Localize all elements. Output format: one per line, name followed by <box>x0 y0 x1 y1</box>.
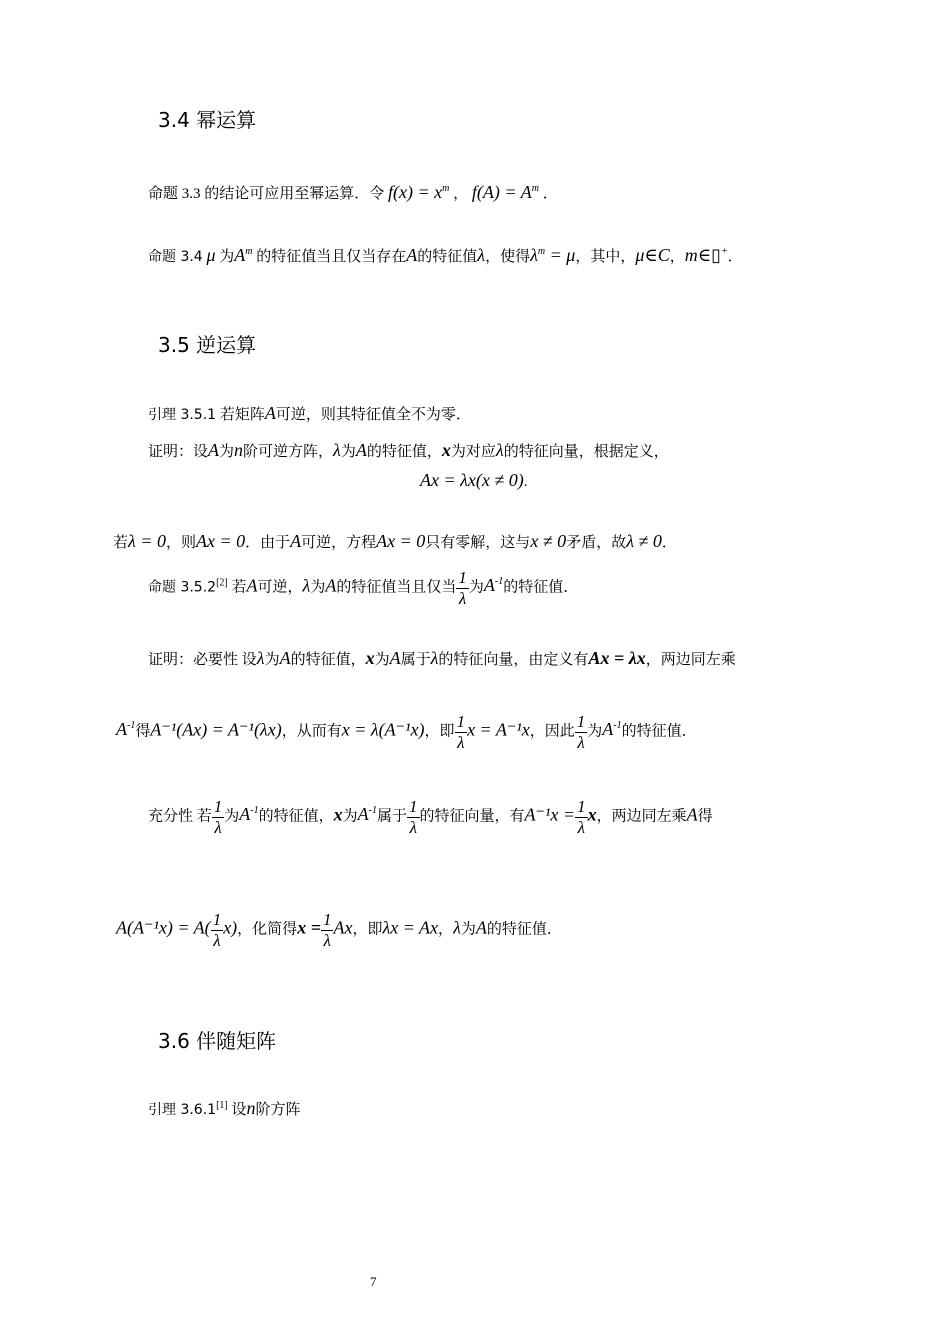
math-A-inv <box>239 804 258 824</box>
math-eq: Ax = 0 <box>195 531 246 551</box>
math-part: = μ <box>545 245 576 265</box>
math-A: A <box>290 531 302 551</box>
math-part: A <box>357 804 369 825</box>
math-A: A <box>406 245 418 265</box>
math-eq: Ax = λx(x ≠ 0) <box>420 470 524 490</box>
math-A: A <box>389 648 401 668</box>
text: 充分性 若 <box>148 808 212 825</box>
fraction-numerator: 1 <box>458 568 467 587</box>
text: 为 <box>587 723 603 740</box>
text: ，两边同左乘 <box>645 652 736 668</box>
text: 的特征值． <box>621 723 697 740</box>
math-eq: A⁻¹x = <box>524 804 576 825</box>
math-mu: μ <box>206 245 216 265</box>
math-sup: -1 <box>368 805 377 817</box>
fraction-denominator: λ <box>213 930 221 950</box>
math-fx <box>388 182 449 202</box>
math-A: A <box>475 917 487 938</box>
math-lambda: λ <box>495 440 504 460</box>
text: 属于 <box>400 652 431 668</box>
equation-ax-lambda-x <box>420 470 528 491</box>
fraction-denominator: λ <box>323 930 331 950</box>
math-A: A <box>279 648 291 668</box>
prop-label: 命题 3.4 <box>148 249 203 265</box>
math-eq: x = λ(A⁻¹x) <box>341 719 425 740</box>
math-sup: -1 <box>250 805 259 817</box>
text: 为 <box>342 808 358 825</box>
math-part: λ <box>530 245 538 265</box>
text: 的特征值． <box>503 579 579 596</box>
math-part: A <box>602 719 614 740</box>
math-eq <box>530 245 575 265</box>
text: 矛盾，故 <box>566 535 627 551</box>
text: 可逆， <box>257 579 303 596</box>
math-lambda: λ <box>477 245 486 265</box>
text: 为 <box>224 808 240 825</box>
fraction-denominator: λ <box>577 732 585 752</box>
math-sup: + <box>720 246 728 257</box>
math-x: x <box>333 804 343 825</box>
math-eq: λx = Ax <box>382 917 439 938</box>
math-sup: -1 <box>613 720 622 732</box>
text: ． <box>661 535 677 551</box>
text: 命题 3.3 的结论可应用至幂运算．令 <box>148 186 385 202</box>
math-eq: A⁻¹(Ax) = A⁻¹(λx) <box>150 719 282 740</box>
math-lambda: λ <box>256 648 265 668</box>
math-eq: Ax = λx <box>588 648 646 668</box>
math-part: A <box>234 245 246 265</box>
fraction-denominator: λ <box>457 732 465 752</box>
proof-3-5-1-line3 <box>113 531 677 552</box>
math-eq: x) <box>223 917 238 938</box>
math-fraction <box>456 568 469 608</box>
math-m-in <box>685 245 728 265</box>
math-lambda: λ <box>430 648 439 668</box>
text: 若 <box>113 535 129 551</box>
math-eq: λ ≠ 0 <box>626 531 662 551</box>
math-n: n <box>234 440 244 460</box>
math-eq: Ax <box>333 917 353 938</box>
fraction-numerator: 1 <box>213 797 223 816</box>
math-A: A <box>208 440 220 460</box>
section-heading-3-6: 3.6 伴随矩阵 <box>158 1029 277 1053</box>
text: 为 <box>460 921 476 938</box>
math-part: f(x) = x <box>388 182 443 202</box>
text: ，化简得 <box>237 921 298 938</box>
lemma-label: 引理 3.6.1 <box>148 1102 217 1118</box>
text: . <box>523 474 528 490</box>
text: 证明：设 <box>148 444 209 460</box>
proposition-3-4 <box>148 245 743 266</box>
text: 的特征值当且仅当 <box>336 579 457 596</box>
text: 的特征值， <box>366 444 442 460</box>
text: ．由于 <box>245 535 291 551</box>
math-part: A <box>483 575 495 596</box>
text: ，从而有 <box>281 723 342 740</box>
math-part: A <box>239 804 251 825</box>
math-fA <box>472 182 539 202</box>
fraction-numerator: 1 <box>577 797 586 816</box>
section-heading-3-5: 3.5 逆运算 <box>158 333 257 357</box>
proposition-3-5-2 <box>148 568 578 608</box>
citation: [1] <box>216 1100 228 1111</box>
text: 阶可逆方阵， <box>243 444 334 460</box>
text: 为 <box>374 652 390 668</box>
proof-necessity-line1 <box>148 648 736 669</box>
text: ， <box>453 186 469 202</box>
text: 的特征值当且仅当存在 <box>256 249 407 265</box>
fraction-numerator: 1 <box>456 712 466 731</box>
math-x: x <box>441 440 451 460</box>
text: 的特征值， <box>258 808 334 825</box>
fraction-numerator: 1 <box>212 910 222 929</box>
proof-3-5-1-line1 <box>148 440 669 461</box>
text: ， <box>669 249 685 265</box>
text: 得 <box>135 723 151 740</box>
math-fraction <box>211 910 224 950</box>
page-number: 7 <box>370 1274 377 1289</box>
text: ，即 <box>424 723 455 740</box>
fraction-denominator: λ <box>409 817 417 837</box>
math-fraction <box>321 910 334 950</box>
lemma-label: 引理 3.5.1 <box>148 407 217 423</box>
text: 只有零解，这与 <box>425 535 531 551</box>
text: 的特征值． <box>486 921 562 938</box>
text: ，因此 <box>529 723 575 740</box>
math-x: x <box>365 648 375 668</box>
lemma-3-5-1 <box>148 403 471 424</box>
text: 为 <box>468 579 484 596</box>
math-n: n <box>246 1098 256 1118</box>
text: ，则 <box>165 535 196 551</box>
text: ． <box>727 249 743 265</box>
math-eq: x ≠ 0 <box>530 531 567 551</box>
math-eq: A(A⁻¹x) = A( <box>116 917 211 938</box>
math-lambda: λ <box>302 575 311 596</box>
math-A: A <box>355 440 367 460</box>
math-sup: m <box>531 183 539 194</box>
math-sup: m <box>245 246 253 257</box>
math-A: A <box>325 575 337 596</box>
proof-necessity-line2 <box>116 712 697 752</box>
fraction-denominator: λ <box>458 588 467 608</box>
math-mu-in: μ∈C <box>635 245 670 265</box>
math-A: A <box>246 575 258 596</box>
text: 为 <box>310 579 326 596</box>
math-lambda: λ <box>333 440 341 460</box>
math-eq: λ = 0 <box>128 531 166 551</box>
text: 若 <box>231 579 247 596</box>
text: ，即 <box>352 921 383 938</box>
math-eq: x = <box>297 917 321 938</box>
fraction-denominator: λ <box>214 817 222 837</box>
section-heading-3-4: 3.4 幂运算 <box>158 108 257 132</box>
text: 若矩阵 <box>219 407 265 423</box>
math-eq: Ax = 0 <box>376 531 426 551</box>
math-sup: m <box>442 183 450 194</box>
math-lambda: λ <box>453 917 461 938</box>
text: 为 <box>340 444 356 460</box>
math-x: x <box>587 804 597 825</box>
proof-sufficiency-line1 <box>148 797 713 837</box>
math-part: f(A) = A <box>471 182 532 202</box>
text: 阶方阵 <box>255 1102 301 1118</box>
fraction-denominator: λ <box>577 817 585 837</box>
text: ，使得 <box>485 249 531 265</box>
prop-label: 命题 3.5.2 <box>148 579 217 596</box>
math-A: A <box>686 804 698 825</box>
text: ． <box>542 186 558 202</box>
math-part: A <box>116 719 127 740</box>
proof-sufficiency-line2 <box>116 910 562 950</box>
math-A-inv <box>484 575 503 595</box>
math-set: ▯ <box>711 245 721 265</box>
math-A-inv <box>116 719 135 739</box>
text: 设 <box>231 1102 247 1118</box>
fraction-numerator: 1 <box>322 910 332 929</box>
text: 属于 <box>377 808 408 825</box>
text: 为 <box>219 444 235 460</box>
text: 证明：必要性 设 <box>148 652 257 668</box>
math-A-inv <box>358 804 377 824</box>
math-part: m∈ <box>684 245 712 265</box>
math-A-inv <box>602 719 621 739</box>
math-fraction <box>455 712 468 752</box>
math-fraction <box>575 712 588 752</box>
citation: [2] <box>216 577 228 589</box>
text: 的特征向量，根据定义， <box>503 444 669 460</box>
text: ，其中， <box>575 249 636 265</box>
text: ， <box>438 921 454 938</box>
text: 为对应 <box>450 444 496 460</box>
math-fraction <box>212 797 225 837</box>
text: 得 <box>697 808 713 825</box>
math-fraction <box>575 797 588 837</box>
fraction-numerator: 1 <box>576 712 586 731</box>
lemma-3-6-1 <box>148 1098 301 1119</box>
math-eq: x = A⁻¹x <box>467 719 530 740</box>
math-sup: -1 <box>127 720 136 732</box>
text: 的特征向量，有 <box>419 808 525 825</box>
math-sup: -1 <box>494 576 504 588</box>
math-A: A <box>264 403 276 423</box>
text: 为 <box>219 249 235 265</box>
fraction-numerator: 1 <box>409 797 418 816</box>
text: 可逆，则其特征值全不为零． <box>275 407 471 423</box>
text: 为 <box>264 652 280 668</box>
math-sup: m <box>537 246 546 257</box>
math-A <box>234 245 252 265</box>
paragraph-3-4-intro <box>148 182 558 203</box>
math-fraction <box>407 797 420 837</box>
text: ，两边同左乘 <box>596 808 687 825</box>
text: 的特征值 <box>417 249 478 265</box>
text: 可逆，方程 <box>301 535 377 551</box>
text: 的特征值， <box>290 652 366 668</box>
text: 的特征向量，由定义有 <box>438 652 589 668</box>
